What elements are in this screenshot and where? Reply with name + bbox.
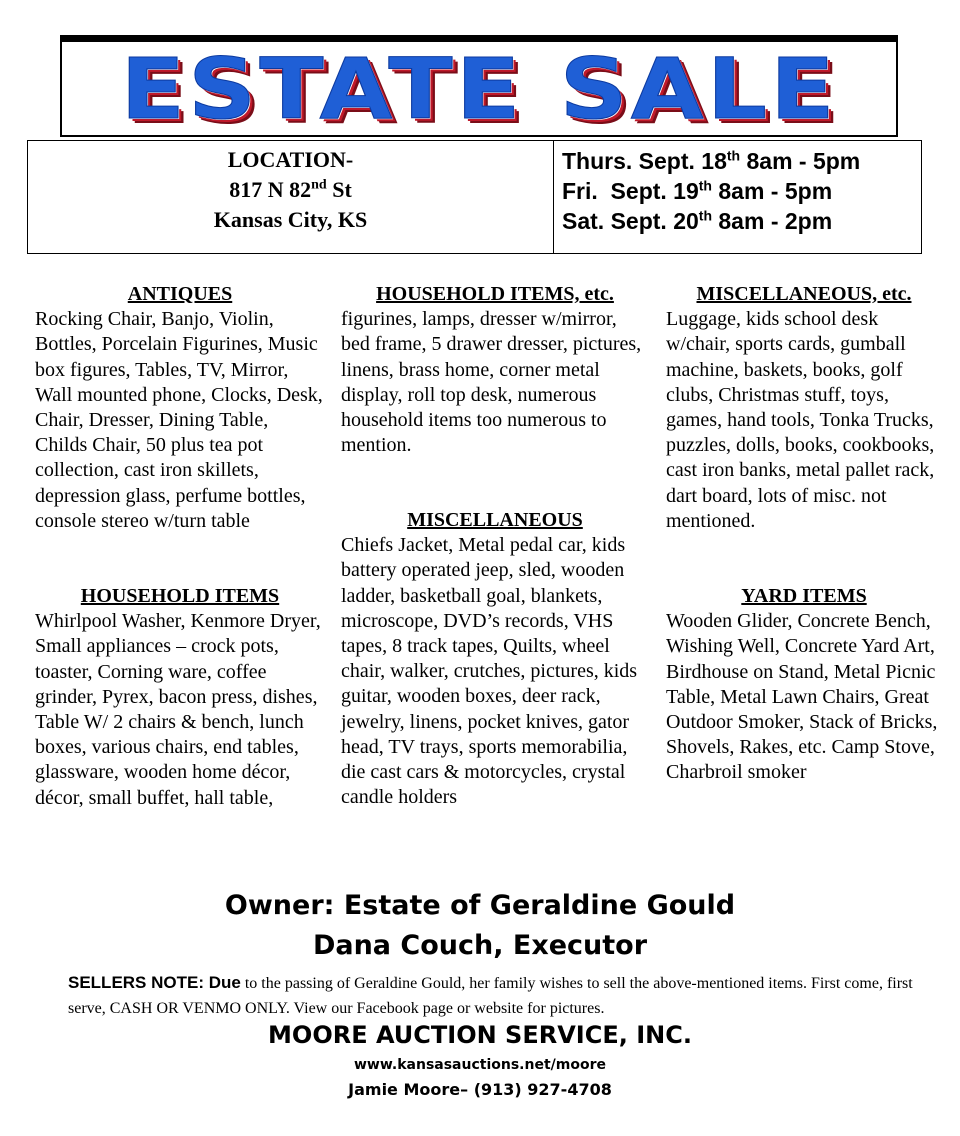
dates-block (554, 141, 921, 253)
executor-line: Dana Couch, Executor (312, 930, 648, 961)
section-heading: MISCELLANEOUS (407, 509, 583, 531)
sellers-note (68, 970, 918, 1021)
section-text: Luggage, kids school desk w/chair, sports cards, gumball machine, baskets, books, golf clubs, Christmas stuff, toys, games, hand tools, Tonka Trucks, puzzles, dolls, books, cookbooks, cast iron banks, metal pallet rack, dart board, lots of misc. not mentioned. (666, 308, 935, 532)
sellers-note-label: SELLERS NOTE: Due (68, 973, 241, 992)
section-heading: MISCELLANEOUS, etc. (696, 283, 912, 305)
section-text: Whirlpool Washer, Kenmore Dryer, Small appliances – crock pots, toaster, Corning ware, coffee grinder, Pyrex, bacon press, dishes, Table W/ 2 chairs & bench, lunch boxes, various chairs, end tables, glassware, wooden home décor, décor, small buffet, hall table, (35, 610, 321, 809)
date-sup: th (698, 177, 712, 194)
section-heading: ANTIQUES (127, 283, 233, 305)
date-thursday (562, 146, 921, 176)
date-sup: th (726, 147, 741, 164)
section-heading: HOUSEHOLD ITEMS (80, 585, 280, 607)
title-banner (60, 35, 898, 137)
date-friday (562, 176, 921, 206)
section-heading: HOUSEHOLD ITEMS, etc. (376, 283, 614, 305)
info-box (27, 140, 922, 254)
date-text: Thurs. Sept. 18 (562, 148, 727, 174)
location-city: Kansas City, KS (213, 207, 368, 232)
section-miscellaneous (341, 508, 649, 810)
date-sup: th (698, 207, 712, 224)
section-household-items (35, 584, 325, 811)
address-sup: nd (311, 177, 327, 193)
section-antiques (35, 282, 325, 534)
date-hours: 8am - 5pm (740, 148, 861, 174)
section-household-etc (341, 282, 649, 458)
date-text: Sat. Sept. 20 (562, 208, 699, 234)
page-title: ESTATE SALE (120, 39, 838, 138)
sellers-note-text: to the passing of Geraldine Gould, her family wishes to sell the above-mentioned items. First come, first serve, CASH OR VENMO ONLY. View our Facebook page or website for pictures. (68, 975, 913, 1017)
address-pre: 817 N 82 (229, 177, 312, 202)
location-label: LOCATION- (227, 147, 354, 172)
date-saturday (562, 206, 921, 236)
section-heading: YARD ITEMS (741, 585, 867, 607)
date-text: Fri. Sept. 19 (562, 178, 699, 204)
date-hours: 8am - 2pm (712, 208, 833, 234)
section-text: Chiefs Jacket, Metal pedal car, kids battery operated jeep, sled, wooden ladder, basketball goal, blankets, microscope, DVD’s records, VHS tapes, 8 track tapes, Quilts, wheel chair, walker, crutches, pictures, kids guitar, wooden boxes, deer rack, jewelry, linens, pocket knives, gator head, TV trays, sports memorabilia, die cast cars & motorcycles, crystal candle holders (341, 534, 638, 809)
section-text: figurines, lamps, dresser w/mirror, bed frame, 5 drawer dresser, pictures, linens, brass home, corner metal display, roll top desk, numerous household items too numerous to mention. (341, 308, 642, 457)
section-misc-etc (666, 282, 942, 534)
address-post: St (326, 177, 352, 202)
owner-line: Owner: Estate of Geraldine Gould (224, 890, 736, 921)
section-yard-items (666, 584, 942, 786)
date-hours: 8am - 5pm (711, 178, 833, 204)
company-website[interactable]: www.kansasauctions.net/moore (354, 1057, 606, 1073)
company-name: MOORE AUCTION SERVICE, INC. (268, 1021, 692, 1049)
section-text: Rocking Chair, Banjo, Violin, Bottles, Porcelain Figurines, Music box figures, Tables, TV, Mirror, Wall mounted phone, Clocks, Desk, Chair, Dresser, Dining Table, Childs Chair, 50 plus tea pot collection, cast iron skillets, depression glass, perfume bottles, console stereo w/turn table (35, 308, 323, 532)
company-contact: Jamie Moore– (913) 927-4708 (348, 1080, 612, 1099)
location-block (28, 141, 554, 253)
section-text: Wooden Glider, Concrete Bench, Wishing Well, Concrete Yard Art, Birdhouse on Stand, Metal Picnic Table, Metal Lawn Chairs, Great Outdoor Smoker, Stack of Bricks, Shovels, Rakes, etc. Camp Stove, Charbroil smoker (666, 610, 938, 784)
location-address (28, 175, 553, 205)
